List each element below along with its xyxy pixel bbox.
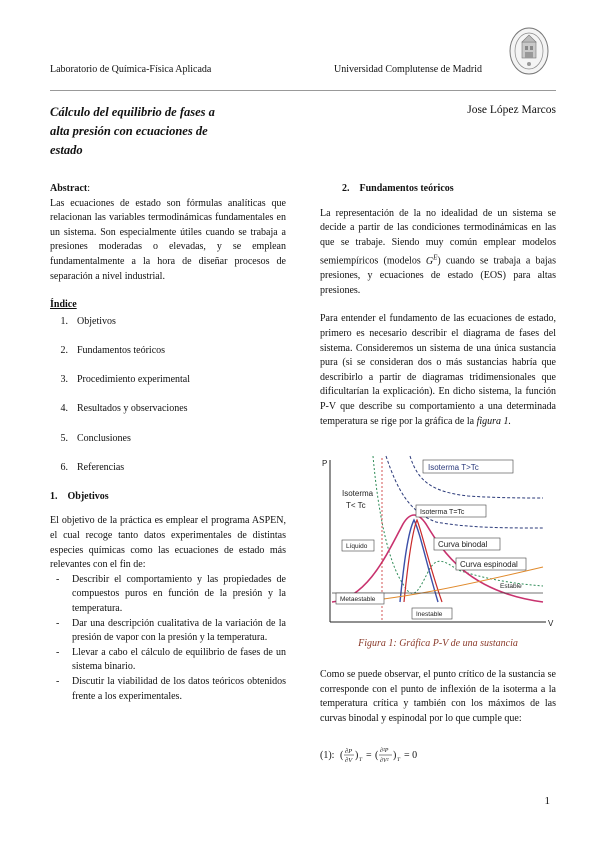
svg-text:(: ( bbox=[340, 750, 344, 761]
list-item: - Llevar a cabo el cálculo de equilibrio de fases de un sistema binario. bbox=[56, 646, 286, 673]
label-unstable: Inestable bbox=[416, 611, 443, 618]
section-2-paragraph-1: La representación de la no idealidad de un sistema se decide a partir de las condiciones termodinámicas en las que se trabaje. Siendo muy común emplear modelos semiempíricos (modelos $G^E$) cuando se trabaja a bajas presiones, y ecuaciones de estado (EOS) para altas presiones. bbox=[320, 207, 556, 296]
label-liquid: Líquido bbox=[346, 543, 368, 550]
index-item: 2. Fundamentos teóricos bbox=[60, 344, 166, 356]
svg-text:=: = bbox=[366, 750, 372, 761]
objectives-list bbox=[50, 573, 286, 704]
label-binodal: Curva binodal bbox=[438, 540, 488, 549]
svg-text:(: ( bbox=[375, 750, 379, 761]
index-label: Índice bbox=[50, 299, 77, 311]
svg-text:): ) bbox=[355, 750, 359, 761]
section-1-heading: 1. Objetivos bbox=[50, 490, 109, 502]
index-item: 4. Resultados y observaciones bbox=[60, 403, 188, 415]
abstract-text: Las ecuaciones de estado son fórmulas analíticas que relacionan las variables termodinámicas fundamentales en un sistema. Son especialmente útiles cuando se trabaja a presiones moderadas o elevadas, y se emplean fundamentalmente a la hora de diseñar procesos de separación a nivel industrial. bbox=[50, 197, 286, 282]
header-right: Universidad Complutense de Madrid bbox=[334, 64, 483, 75]
section-2-paragraph-3: Como se puede observar, el punto crítico de la sustancia se corresponde con el punto de inflexión de la isoterma a la temperatura crítica y también con los máximos de las curvas binodal y espinodal por lo que cumple que: bbox=[320, 669, 556, 724]
figure-caption: Figura 1: Gráfica P-V de una sustancia bbox=[358, 638, 518, 649]
label-spinodal: Curva espinodal bbox=[460, 560, 518, 569]
list-item: - Describir el comportamiento y las propiedades de compuestos puros en función de la presión y la temperatura. bbox=[56, 573, 286, 615]
axis-v-label: V bbox=[548, 619, 554, 628]
svg-text:T: T bbox=[359, 757, 363, 763]
index-item: 1. Objetivos bbox=[60, 315, 116, 327]
equation-zero: = 0 bbox=[404, 750, 418, 761]
pv-diagram bbox=[318, 452, 558, 632]
author-name: Jose López Marcos bbox=[467, 104, 556, 116]
page-number: 1 bbox=[544, 795, 550, 807]
header-rule bbox=[50, 90, 556, 91]
label-iso-high: Isoterma T>Tc bbox=[428, 463, 479, 472]
label-metastable: Metaestable bbox=[340, 596, 376, 603]
label-iso-low-1: Isoterma bbox=[342, 489, 374, 498]
equation-1 bbox=[320, 744, 556, 768]
svg-text:T: T bbox=[397, 757, 401, 763]
index-list bbox=[50, 315, 286, 476]
header-left: Laboratorio de Química-Física Aplicada bbox=[50, 64, 212, 75]
list-item: - Discutir la viabilidad de los datos teóricos obtenidos frente a los experimentales. bbox=[56, 676, 286, 702]
label-iso-low-2: T< Tc bbox=[346, 501, 366, 510]
svg-text:∂V: ∂V bbox=[345, 757, 353, 764]
abstract-label: Abstract bbox=[50, 183, 88, 194]
axis-p-label: P bbox=[322, 459, 328, 468]
list-item: - Dar una descripción cualitativa de la variación de la presión de vapor con la presión y la temperatura. bbox=[56, 617, 286, 644]
index-item: 3. Procedimiento experimental bbox=[60, 374, 191, 386]
section-1-intro: El objetivo de la práctica es emplear el programa ASPEN, el cual recoge tanto datos experimentales de distintas especies químicas como las ecuaciones de estado más relevantes con el fin de: bbox=[50, 515, 286, 571]
svg-text:∂P: ∂P bbox=[345, 748, 353, 755]
index-item: 6. Referencias bbox=[60, 461, 125, 473]
index-item: 5. Conclusiones bbox=[60, 432, 131, 444]
figure-reference: figura 1. bbox=[476, 415, 512, 427]
paper-title: Cálculo del equilibrio de fases a alta presión con ecuaciones de estado bbox=[50, 105, 215, 157]
label-gas: Estable bbox=[500, 583, 522, 590]
left-column: Abstract: Las ecuaciones de estado son fórmulas analíticas que relacionan las variables termodinámicas fundamentales en un sistema. Son especialmente útiles cuando se trabaja a presiones moderadas o elevadas, y se emplean fundamentalmente a la hora de diseñar procesos de separación a nivel industrial. Índice 1. Objetivos 2. Fundamentos teóricos 3. Procedimiento experimental 4. Resultados y observaciones 5. Conclusiones 6. Referencias 1. Objetivos El objetivo de la práctica es emplear el programa ASPEN, el cual recoge tanto datos experimentales de distintas especies químicas como las ecuaciones de estado más relevantes con el fin de: - Describir el comportamiento y las propiedades de compuestos puros en función de la presión y la temperatura. - Dar una descripción cualitativa de la variación de la presión de vapor con la presión y la temperatura. - Llevar a cabo el cálculo de equilibrio de fases de un sistema binario. - Discutir la viabilidad de los datos teóricos obtenidos frente a los experimentales. bbox=[50, 182, 286, 704]
right-column bbox=[320, 182, 556, 443]
svg-text:∂²P: ∂²P bbox=[380, 748, 389, 754]
label-iso-critical: Isoterma T=Tc bbox=[420, 509, 465, 516]
section-2-paragraph-2: Para entender el fundamento de las ecuaciones de estado, primero es necesario describir el diagrama de fases del sistema. Consideremos un sistema de una única sustancia pura (si se consideran dos o más sustancias habría que describirlo a partir de diagramas tridimensionales que dificultarían la explicación). En dicho sistema, la función P-V que describe su comportamiento a una determinada temperatura se rige por la gráfica de la figura 1. bbox=[320, 313, 556, 427]
equation-label: (1): bbox=[320, 750, 335, 761]
university-seal-icon bbox=[508, 26, 550, 76]
section-2-heading: 2. Fundamentos teóricos bbox=[342, 183, 454, 194]
svg-text:): ) bbox=[393, 750, 397, 761]
svg-text:∂V²: ∂V² bbox=[380, 758, 389, 764]
